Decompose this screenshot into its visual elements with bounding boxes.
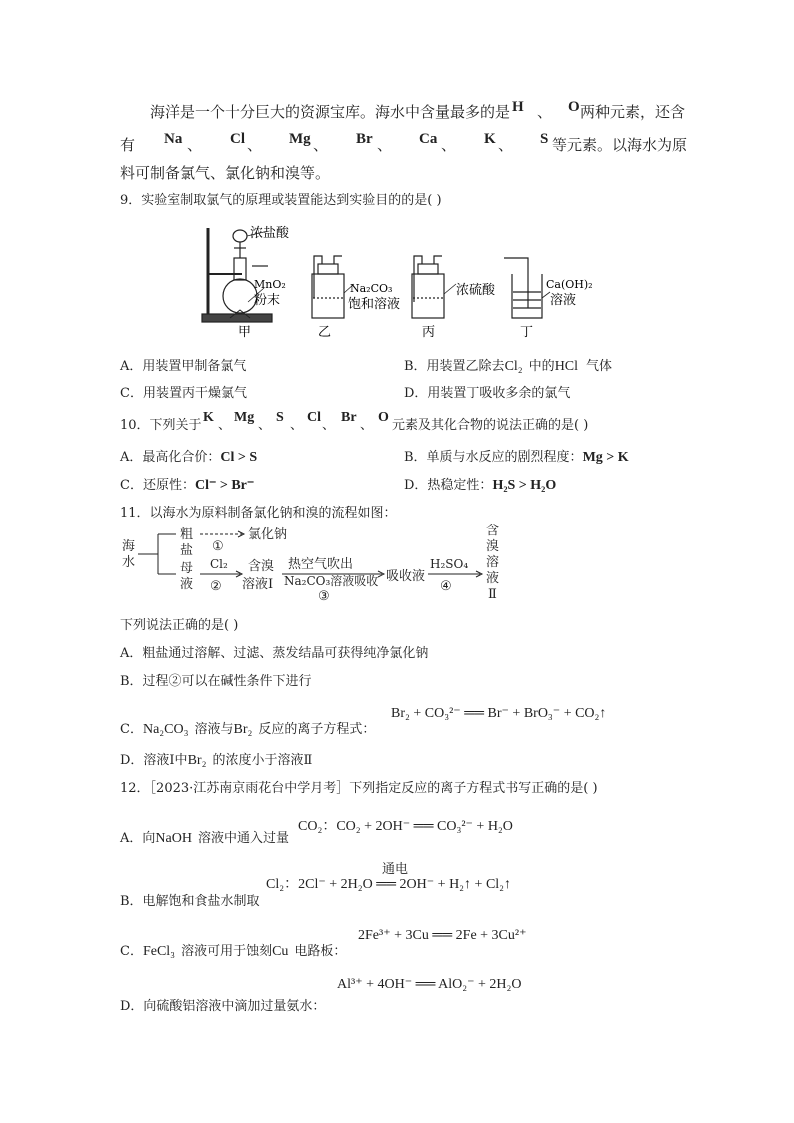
q9-b-mid: 中的: [528, 359, 555, 374]
q11-c-equation: Br₂ + CO₃²⁻ ══ Br⁻ + BrO₃⁻ + CO₂↑: [391, 706, 607, 721]
q12-d-equation: Al³⁺ + 4OH⁻ ══ AlO₂⁻ + 2H₂O: [337, 977, 522, 992]
q12-a-pre: A．向: [120, 831, 156, 846]
flow-brsol2-1: 含: [486, 524, 500, 538]
q10-element-o: O: [378, 410, 389, 425]
bing-caption: 丙: [422, 325, 436, 340]
sep: 、: [247, 136, 263, 154]
q10-element-k: K: [203, 410, 214, 425]
flow-step4: ④: [440, 579, 452, 594]
q12-c-equation: 2Fe³⁺ + 3Cu ══ 2Fe + 3Cu²⁺: [358, 928, 527, 943]
flow-step3: ③: [318, 589, 330, 604]
flow-brsol2-5: Ⅱ: [488, 587, 497, 602]
q11-option-b: B．过程②可以在碱性条件下进行: [120, 674, 312, 689]
q12-a-post: 溶液中通入过量: [197, 831, 289, 846]
flow-step1: ①: [212, 539, 224, 554]
q10-stem-pre: 10．下列关于: [120, 418, 202, 433]
q11-option-a: A．粗盐通过溶解、过滤、蒸发结晶可获得纯净氯化钠: [120, 646, 429, 661]
yi-caption: 乙: [318, 325, 332, 340]
q11-question: 下列说法正确的是( ): [120, 618, 239, 633]
q12-stem: 12．［2023·江苏南京雨花台中学月考］下列指定反应的离子方程式书写正确的是( ): [120, 781, 598, 796]
q10-option-d: [404, 474, 556, 494]
q10-option-a: [120, 446, 257, 466]
flow-step2: ②: [210, 579, 222, 594]
intro-text-c: 等元素。以海水为原: [552, 136, 688, 154]
flow-crude-2: 盐: [180, 543, 194, 558]
q9-apparatus-figure: [190, 218, 610, 346]
ding-reagent-2: 溶液: [550, 293, 577, 308]
q12-option-d: D．向硫酸铝溶液中滴加过量氨水：: [120, 999, 326, 1014]
q12-b-condition: 通电: [382, 862, 409, 877]
q11-c-post: 反应的离子方程式：: [258, 722, 376, 737]
flow-brsol2-3: 溶: [486, 555, 500, 570]
sep: 、: [322, 418, 336, 433]
yi-reagent-1: Na₂CO₃: [350, 282, 393, 295]
q9-option-d: D．用装置丁吸收多余的氯气: [404, 386, 571, 401]
q12-c-post: 电路板：: [294, 944, 347, 959]
intro-text-b: 两种元素，还含: [580, 103, 686, 121]
q10-element-cl: Cl: [307, 410, 321, 425]
flow-sea-1: 海: [122, 539, 136, 554]
element-mg: Mg: [289, 131, 311, 147]
q11-d-post: 的浓度小于溶液Ⅱ: [212, 753, 313, 768]
sep: 、: [537, 103, 553, 121]
q10-stem-post: 元素及其化合物的说法正确的是( ): [392, 418, 589, 433]
q12-b-equation: Cl₂：2Cl⁻ + 2H₂O ══ 2OH⁻ + H₂↑ + Cl₂↑: [266, 877, 512, 892]
q12-a-naoh: NaOH: [155, 831, 192, 846]
jia-reagent-1: MnO₂: [254, 278, 286, 291]
q10-element-br: Br: [341, 410, 357, 425]
q10-b-formula: Mg > K: [582, 450, 629, 465]
bing-reagent: 浓硫酸: [456, 283, 496, 298]
element-o: O: [568, 99, 580, 115]
q9-option-b: [404, 355, 612, 375]
q9-b-cl2: Cl₂: [504, 359, 523, 374]
q10-element-mg: Mg: [234, 410, 255, 425]
q10-c-text: C．还原性：: [120, 478, 195, 493]
q12-option-a: [120, 827, 289, 847]
q11-stem: 11．以海水为原料制备氯化钠和溴的流程如图：: [120, 506, 397, 521]
sep: 、: [360, 418, 374, 433]
q12-option-c: [120, 940, 346, 960]
jia-reagent-2: 粉末: [254, 293, 281, 308]
flow-brsol2-2: 溴: [486, 539, 500, 554]
sep: 、: [441, 136, 457, 154]
jia-label: 浓盐酸: [250, 226, 290, 241]
q10-option-c: [120, 474, 254, 494]
q12-c-pre: C．: [120, 944, 143, 959]
ding-reagent-1: Ca(OH)₂: [546, 278, 593, 291]
sep: 、: [187, 136, 203, 154]
q12-c-mid: 溶液可用于蚀刻: [181, 944, 273, 959]
element-s: S: [540, 131, 549, 147]
flow-brsol1-b: 溶液Ⅰ: [242, 577, 274, 592]
q11-option-d: [120, 749, 312, 769]
q12-option-b: B．电解饱和食盐水制取: [120, 894, 260, 909]
yi-reagent-2: 饱和溶液: [348, 297, 401, 312]
q10-d-text: D．热稳定性：: [404, 478, 493, 493]
element-k: K: [484, 131, 496, 147]
sep: 、: [218, 418, 232, 433]
flow-brsol2-4: 液: [486, 571, 500, 586]
intro-text-d: 料可制备氯气、氯化钠和溴等。: [120, 164, 331, 182]
q11-d-pre: D．溶液Ⅰ中: [120, 753, 188, 768]
element-ca: Ca: [419, 131, 438, 147]
q10-b-text: B．单质与水反应的剧烈程度：: [404, 450, 583, 465]
q10-a-formula: Cl > S: [220, 450, 258, 465]
q11-c-pre: C．: [120, 722, 143, 737]
flow-crude-1: 粗: [180, 527, 194, 542]
q9-b-post: 气体: [586, 359, 613, 374]
q9-b-hcl: HCl: [554, 359, 579, 374]
element-br: Br: [356, 131, 373, 147]
flow-mother-1: 母: [180, 561, 194, 576]
q11-c-mid: 溶液与: [194, 722, 234, 737]
q11-c-br2: Br₂: [233, 722, 253, 737]
sep: 、: [290, 418, 304, 433]
flow-absorb: Na₂CO₃溶液吸收: [284, 574, 379, 588]
element-na: Na: [164, 131, 183, 147]
q9-b-pre: B．用装置乙除去: [404, 359, 505, 374]
q10-d-formula: H₂S > H₂O: [492, 478, 557, 493]
q11-d-br2: Br₂: [187, 753, 207, 768]
apparatus-ding: [504, 258, 550, 318]
sep: 、: [313, 136, 329, 154]
sep: 、: [377, 136, 393, 154]
sep: 、: [498, 136, 514, 154]
apparatus-bing: [412, 256, 456, 318]
flow-hot-air: 热空气吹出: [288, 557, 354, 572]
q9-option-c: C．用装置丙干燥氯气: [120, 386, 247, 401]
q11-flow-diagram: [118, 524, 518, 604]
element-h: H: [512, 99, 524, 115]
element-cl: Cl: [230, 131, 245, 147]
sep: 、: [258, 418, 272, 433]
q11-c-na2co3: Na₂CO₃: [142, 722, 189, 737]
q9-option-a: A．用装置甲制备氯气: [120, 359, 247, 374]
flow-mother-2: 液: [180, 577, 194, 592]
q10-a-text: A．最高化合价：: [120, 450, 221, 465]
jia-caption: 甲: [238, 325, 252, 340]
intro-text-you: 有: [120, 136, 136, 154]
q11-option-c: [120, 718, 375, 738]
flow-absorbent: 吸收液: [386, 569, 426, 584]
q10-c-formula: Cl⁻ > Br⁻: [194, 478, 255, 493]
flow-h2so4: H₂SO₄: [430, 557, 469, 571]
q12-c-fecl3: FeCl₃: [142, 944, 176, 959]
intro-text-a: 海洋是一个十分巨大的资源宝库。海水中含量最多的是: [150, 103, 511, 121]
q12-a-equation: CO₂：CO₂ + 2OH⁻ ══ CO₃²⁻ + H₂O: [298, 819, 513, 834]
q10-element-s: S: [276, 410, 284, 425]
flow-brsol1-a: 含溴: [248, 559, 275, 574]
flow-sea-2: 水: [122, 555, 136, 570]
q9-stem: 9．实验室制取氯气的原理或装置能达到实验目的的是( ): [120, 193, 442, 208]
q10-option-b: [404, 446, 629, 466]
flow-cl2: Cl₂: [210, 557, 228, 571]
q12-c-cu: Cu: [272, 944, 289, 959]
ding-caption: 丁: [520, 325, 534, 340]
flow-nacl: 氯化钠: [248, 527, 288, 542]
